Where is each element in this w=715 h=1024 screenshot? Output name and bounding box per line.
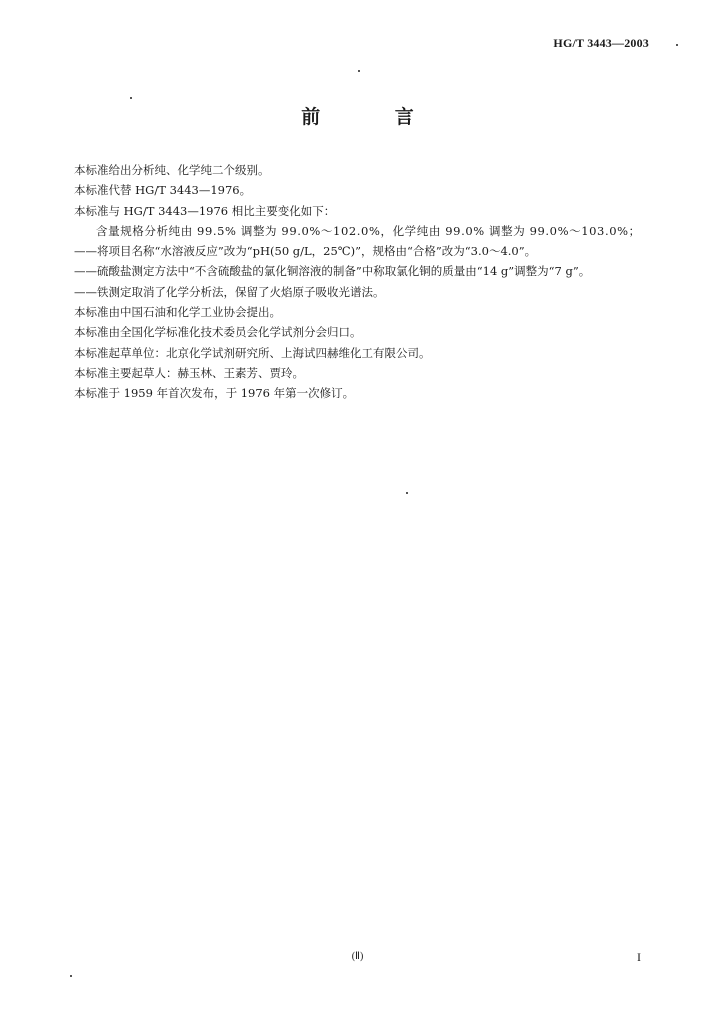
- scan-speck: [70, 975, 72, 977]
- paragraph-centralized-by: 本标准由全国化学标准化技术委员会化学试剂分会归口。: [74, 325, 362, 340]
- paragraph-change-content: 含量规格分析纯由 99.5% 调整为 99.0%～102.0%，化学纯由 99.0% 调整为 99.0%～103.0%；: [96, 223, 641, 238]
- standard-code: HG/T 3443—2003: [553, 36, 649, 50]
- paragraph-drafters: 本标准主要起草人：赫玉林、王素芳、贾玲。: [74, 365, 304, 380]
- paragraph-proposed-by: 本标准由中国石油和化学工业协会提出。: [74, 305, 281, 320]
- scan-speck: [406, 492, 408, 494]
- page-title: 前 言: [301, 106, 448, 128]
- paragraph-change-sulfate: ——硫酸盐测定方法中“不含硫酸盐的氯化铜溶液的制备”中称取氯化铜的质量由“14 g”调整为“7 g”。: [74, 264, 591, 279]
- paragraph-grades: 本标准给出分析纯、化学纯二个级别。: [74, 163, 270, 177]
- paragraph-drafting-units: 本标准起草单位：北京化学试剂研究所、上海试四赫维化工有限公司。: [74, 345, 431, 360]
- scan-speck: [358, 70, 360, 72]
- paragraph-history: 本标准于 1959 年首次发布，于 1976 年第一次修订。: [74, 386, 355, 401]
- paragraph-replaces: 本标准代替 HG/T 3443—1976。: [74, 183, 252, 198]
- paragraph-changes-intro: 本标准与 HG/T 3443—1976 相比主要变化如下：: [74, 203, 336, 218]
- scan-speck: [676, 44, 678, 46]
- scan-speck: [130, 97, 132, 99]
- page-mark: I: [637, 950, 641, 964]
- foreword-body: [74, 160, 664, 404]
- page-number: (Ⅱ): [351, 951, 364, 962]
- paragraph-change-iron: ——铁测定取消了化学分析法，保留了火焰原子吸收光谱法。: [74, 284, 385, 299]
- paragraph-change-ph: ——将项目名称“水溶液反应”改为“pH(50 g/L，25℃)”，规格由“合格”改为“3.0～4.0”。: [74, 244, 537, 259]
